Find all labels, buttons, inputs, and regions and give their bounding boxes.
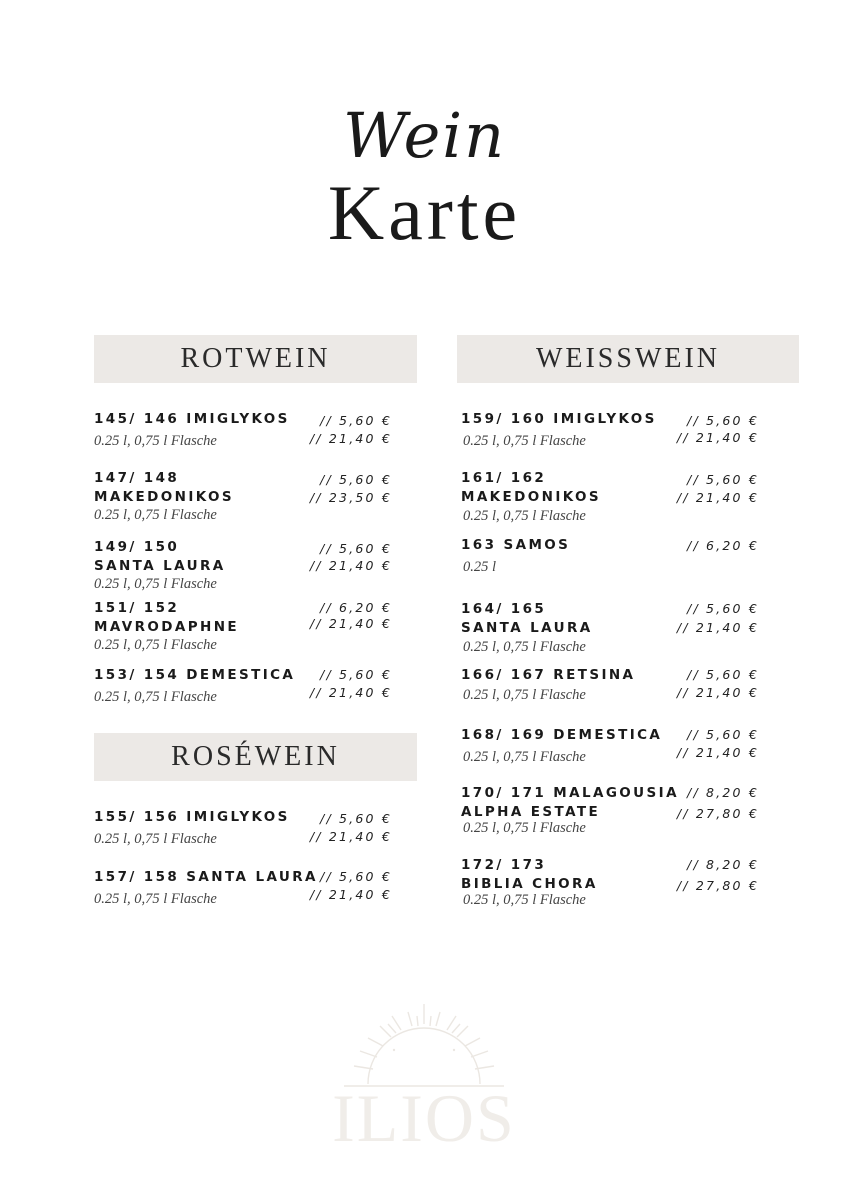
wine-price-bottle: // 21,40 € — [676, 745, 759, 760]
wine-price-glass: // 6,20 € — [687, 538, 759, 553]
wine-name: 145/ 146 IMIGLYKOS — [94, 411, 290, 427]
wine-item — [94, 868, 392, 916]
wine-size: 0.25 l, 0,75 l Flasche — [94, 831, 217, 847]
wine-price-glass: // 5,60 € — [320, 667, 392, 682]
wine-item — [461, 410, 759, 458]
wine-name: 164/ 165 SANTA LAURA — [461, 601, 593, 636]
wine-price-bottle: // 21,40 € — [309, 829, 392, 844]
page-title: Karte — [327, 169, 522, 256]
wine-price-glass: // 5,60 € — [320, 811, 392, 826]
wine-name: 149/ 150 SANTA LAURA — [94, 539, 226, 574]
wine-name: 166/ 167 RETSINA — [461, 667, 636, 683]
wine-name: 161/ 162 MAKEDONIKOS — [461, 470, 602, 505]
wine-price-glass: // 5,60 € — [320, 869, 392, 884]
logo-text: ILIOS — [332, 1080, 516, 1156]
wine-item — [94, 808, 392, 856]
wine-price-glass: // 8,20 € — [687, 857, 759, 872]
wine-size: 0.25 l, 0,75 l Flasche — [94, 637, 217, 653]
wine-price-bottle: // 21,40 € — [676, 430, 759, 445]
wine-size: 0.25 l, 0,75 l Flasche — [463, 749, 586, 765]
wine-price-bottle: // 23,50 € — [309, 490, 392, 505]
wine-price-glass: // 8,20 € — [687, 785, 759, 800]
wine-size: 0.25 l, 0,75 l Flasche — [463, 687, 586, 703]
wine-name: 163 SAMOS — [461, 537, 571, 553]
wine-price-glass: // 5,60 € — [320, 413, 392, 428]
wine-price-bottle: // 21,40 € — [309, 685, 392, 700]
wine-size: 0.25 l, 0,75 l Flasche — [94, 576, 217, 592]
wine-item — [461, 856, 759, 908]
wine-item — [94, 469, 392, 523]
wine-price-bottle: // 21,40 € — [309, 887, 392, 902]
wine-name: 157/ 158 SANTA LAURA — [94, 869, 318, 885]
wine-price-glass: // 5,60 € — [687, 472, 759, 487]
wine-name: 147/ 148 MAKEDONIKOS — [94, 470, 235, 505]
sunburst-icon — [324, 1000, 524, 1090]
wine-size: 0.25 l, 0,75 l Flasche — [463, 508, 586, 524]
wine-price-glass: // 5,60 € — [320, 541, 392, 556]
wine-size: 0.25 l, 0,75 l Flasche — [463, 433, 586, 449]
wine-price-glass: // 5,60 € — [687, 727, 759, 742]
wine-price-glass: // 5,60 € — [687, 413, 759, 428]
wine-name: 168/ 169 DEMESTICA — [461, 727, 663, 743]
wine-price-bottle: // 21,40 € — [309, 558, 392, 573]
wine-item — [461, 666, 759, 714]
wine-item — [461, 536, 759, 584]
wine-item — [461, 600, 759, 655]
wine-price-glass: // 5,60 € — [687, 601, 759, 616]
wine-name: 153/ 154 DEMESTICA — [94, 667, 296, 683]
section-header-rotwein: ROTWEIN — [94, 335, 417, 383]
wine-price-bottle: // 21,40 € — [676, 620, 759, 635]
wine-price-glass: // 6,20 € — [320, 600, 392, 615]
wine-size: 0.25 l, 0,75 l Flasche — [94, 507, 217, 523]
wine-price-bottle: // 21,40 € — [309, 616, 392, 631]
wine-price-bottle: // 27,80 € — [676, 806, 759, 821]
wine-price-bottle: // 21,40 € — [309, 431, 392, 446]
section-header-rosewein: ROSÉWEIN — [94, 733, 417, 781]
wine-item — [461, 726, 759, 774]
wine-price-glass: // 5,60 € — [320, 472, 392, 487]
wine-price-bottle: // 21,40 € — [676, 685, 759, 700]
wine-item — [94, 538, 392, 592]
wine-name: 170/ 171 MALAGOUSIA ALPHA ESTATE — [461, 785, 679, 820]
title-script: Wein — [342, 99, 507, 172]
wine-price-bottle: // 21,40 € — [676, 490, 759, 505]
ilios-logo — [324, 1000, 524, 1160]
wine-item — [94, 410, 392, 458]
wine-name: 151/ 152 MAVRODAPHNE — [94, 600, 240, 635]
wine-item — [461, 469, 759, 524]
wine-price-glass: // 5,60 € — [687, 667, 759, 682]
wine-size: 0.25 l — [463, 559, 497, 575]
wine-item — [94, 666, 392, 714]
wine-size: 0.25 l, 0,75 l Flasche — [463, 639, 586, 655]
wine-price-bottle: // 27,80 € — [676, 878, 759, 893]
wine-item — [94, 599, 392, 653]
section-header-weisswein: WEISSWEIN — [457, 335, 799, 383]
wine-size: 0.25 l, 0,75 l Flasche — [94, 433, 217, 449]
wine-name: 159/ 160 IMIGLYKOS — [461, 411, 657, 427]
wine-item — [461, 784, 759, 836]
wine-size: 0.25 l, 0,75 l Flasche — [463, 892, 586, 908]
wine-name: 155/ 156 IMIGLYKOS — [94, 809, 290, 825]
wine-size: 0.25 l, 0,75 l Flasche — [94, 891, 217, 907]
wine-size: 0.25 l, 0,75 l Flasche — [463, 820, 586, 836]
wine-size: 0.25 l, 0,75 l Flasche — [94, 689, 217, 705]
wine-name: 172/ 173 BIBLIA CHORA — [461, 857, 598, 892]
